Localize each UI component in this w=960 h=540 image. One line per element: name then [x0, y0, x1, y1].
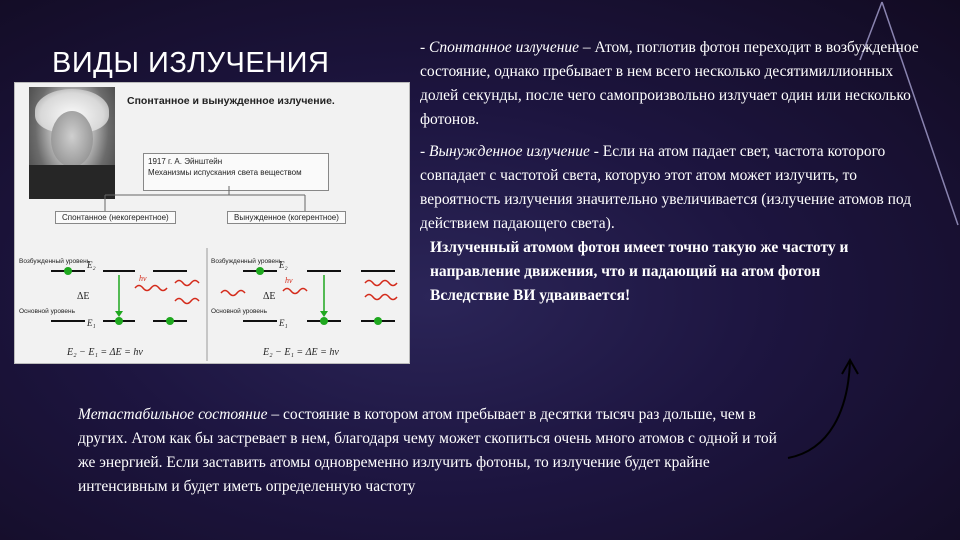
- excited-level-label-left: Возбужденный уровень: [19, 258, 91, 265]
- e1-label-left: E₁: [87, 318, 96, 328]
- delta-e-label-right: ΔE: [263, 291, 276, 302]
- doubling-statement: Вследствие ВИ удваивается!: [430, 287, 631, 304]
- delta-e-label-left: ΔE: [77, 291, 90, 302]
- spontaneous-definition: – Атом, поглотив фотон переходит в возбужденное состояние, однако пребывает в нем всего несколько десятимиллионных долей секунды, после чего самопроизвольно излучает один или несколько фотонов.: [420, 39, 919, 128]
- e2-label-left: E₂: [87, 260, 96, 270]
- e2-label-right: E₂: [279, 260, 288, 270]
- curved-arrow: [770, 340, 870, 470]
- hnu-label-right: hν: [285, 276, 293, 285]
- diagram-mechanism-line: Механизмы испускания света веществом: [148, 168, 302, 177]
- metastable-definition: – состояние в котором атом пребывает в десятки тысяч раз дольше, чем в других. Атом как бы застревает в нем, благодаря чему может скопиться очень много атомов с одной и той же энергией. Если заставить атомы одновременно излучить фотоны, то излучение будет крайне интенсивным и будет иметь определенную частоту: [78, 406, 777, 495]
- excited-level-label-right: Возбужденный уровень: [211, 258, 283, 265]
- e1-label-right: E₁: [279, 318, 288, 328]
- spontaneous-paragraph: [420, 36, 920, 132]
- einstein-diagram: [14, 82, 410, 364]
- stimulated-paragraph: [420, 140, 920, 236]
- spontaneous-label: Спонтанное (некогерентное): [55, 211, 176, 224]
- metastable-term: Метастабильное состояние: [78, 406, 268, 423]
- right-text-block: [420, 36, 920, 308]
- diagram-year-line: 1917 г. А. Эйнштейн: [148, 157, 223, 166]
- stimulated-definition: - Если на атом падает свет, частота которого совпадает с частотой света, которую этот атом может излучить, то вероятность излучения значительно увеличивается (излучение атомов под действием падающего света).: [420, 143, 912, 232]
- formula-left: E₂ − E₁ = ΔE = hν: [67, 347, 143, 358]
- bullet-dash: -: [420, 143, 430, 160]
- diagram-heading: Спонтанное и вынужденное излучение.: [127, 95, 335, 107]
- energy-level-diagram: [15, 83, 409, 363]
- metastable-paragraph: [78, 403, 798, 499]
- hnu-label-left: hν: [139, 274, 147, 283]
- stimulated-term: Вынужденное излучение: [429, 143, 590, 160]
- slide-title: ВИДЫ ИЗЛУЧЕНИЯ: [52, 47, 330, 80]
- photon-property-statement: Излученный атомом фотон имеет точно такую же частоту и направление движения, что и падающий на атом фотон: [430, 239, 849, 280]
- ground-level-label-left: Основной уровень: [19, 308, 75, 315]
- spontaneous-term: Спонтанное излучение: [429, 39, 580, 56]
- stimulated-label: Вынужденное (когерентное): [227, 211, 346, 224]
- formula-right: E₂ − E₁ = ΔE = hν: [263, 347, 339, 358]
- bullet-dash: -: [420, 39, 430, 56]
- ground-level-label-right: Основной уровень: [211, 308, 267, 315]
